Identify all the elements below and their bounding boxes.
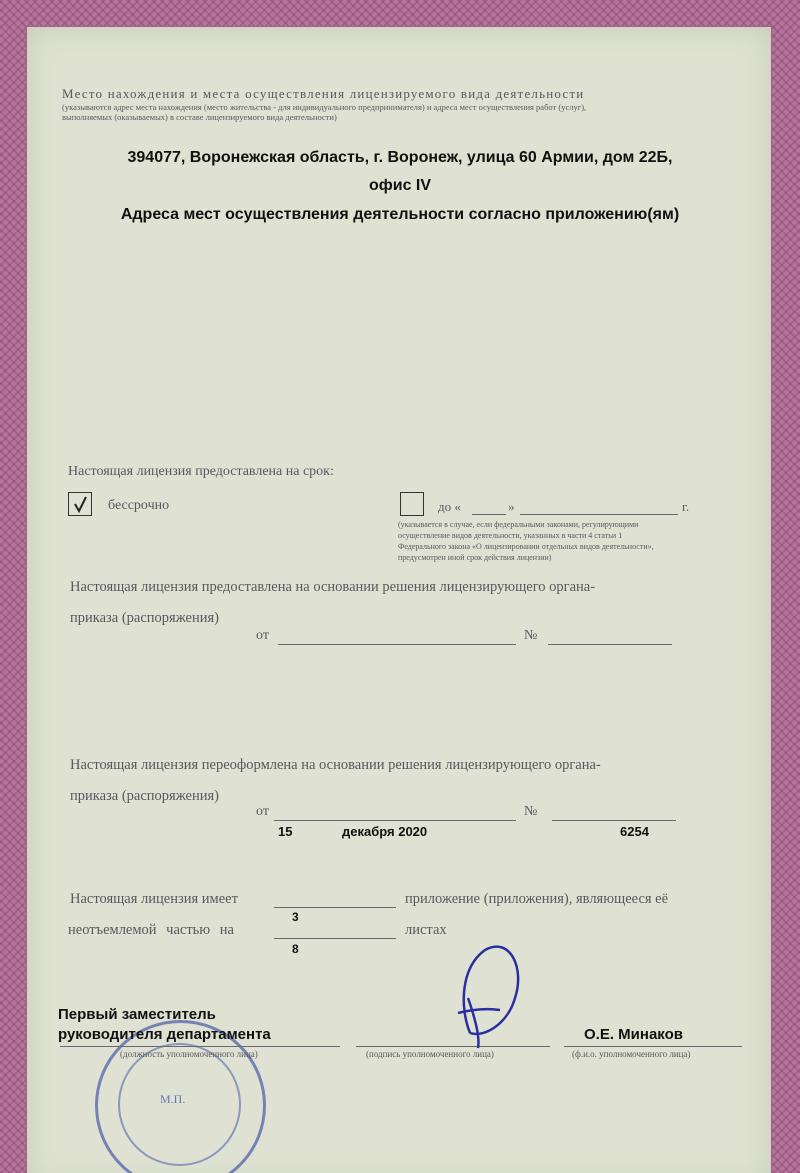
until-note-4: предусмотрен иной срок действия лицензии) bbox=[398, 553, 552, 562]
appendix-line-2a: неотъемлемой частью на bbox=[68, 922, 234, 938]
reissue-month-year: декабря 2020 bbox=[342, 824, 428, 839]
position-field bbox=[60, 1046, 340, 1047]
appendix-line-2b: листах bbox=[405, 922, 447, 938]
unlimited-label: бессрочно bbox=[108, 498, 170, 513]
address-line-1: 394077, Воронежская область, г. Воронеж, улица 60 Армии, дом 22Б, bbox=[127, 149, 673, 166]
section-note: (указываются адрес места нахождения (место жительства - для индивидуального предпринимателя) и адреса мест осуществления работ (услуг), bbox=[62, 102, 587, 112]
unlimited-checkbox[interactable] bbox=[68, 492, 92, 516]
until-day-field[interactable] bbox=[472, 514, 506, 515]
reissue-line-1: Настоящая лицензия переоформлена на основании решения лицензирующего органа- bbox=[70, 757, 601, 773]
appendix-count: 3 bbox=[292, 910, 299, 924]
until-month-field[interactable] bbox=[520, 514, 678, 515]
until-note-3: Федерального закона «О лицензировании отдельных видов деятельности», bbox=[398, 542, 654, 551]
reissue-day: 15 bbox=[278, 824, 293, 839]
basis-line-2: приказа (распоряжения) bbox=[70, 610, 219, 626]
address-line-3: Адреса мест осуществления деятельности согласно приложению(ям) bbox=[120, 206, 680, 223]
basis-from-label: от bbox=[256, 628, 269, 643]
position-line-2: руководителя департамента bbox=[58, 1026, 271, 1043]
appendix-line-1a: Настоящая лицензия имеет bbox=[70, 891, 238, 907]
until-label: до « bbox=[438, 499, 461, 514]
name-field bbox=[564, 1046, 742, 1047]
basis-number-field[interactable] bbox=[548, 644, 672, 645]
until-note-2: осуществление видов деятельности, указанных в части 4 статьи 1 bbox=[398, 531, 623, 540]
reissue-num-label: № bbox=[524, 804, 538, 819]
basis-date-field[interactable] bbox=[278, 644, 516, 645]
official-name: О.Е. Минаков bbox=[584, 1026, 683, 1043]
until-year-suffix: г. bbox=[682, 499, 690, 514]
until-checkbox[interactable] bbox=[400, 492, 424, 516]
section-title: Место нахождения и места осуществления лицензируемого вида деятельности bbox=[62, 86, 585, 101]
address-line-2: офис IV bbox=[368, 177, 432, 194]
position-line-1: Первый заместитель bbox=[58, 1006, 216, 1023]
reissue-number: 6254 bbox=[620, 824, 649, 839]
handwritten-signature bbox=[430, 938, 540, 1050]
stamp-mark: М.П. bbox=[160, 1092, 186, 1106]
appendix-line-1b: приложение (приложения), являющееся её bbox=[405, 891, 669, 907]
appendix-count-field[interactable] bbox=[274, 907, 396, 908]
reissue-from-label: от bbox=[256, 804, 269, 819]
section-note-2: выполняемых (оказываемых) в составе лицензируемого вида деятельности) bbox=[62, 112, 337, 122]
signature-caption: (подпись уполномоченного лица) bbox=[366, 1049, 494, 1059]
until-note-1: (указывается в случае, если федеральными законами, регулирующими bbox=[398, 520, 639, 529]
name-caption: (ф.и.о. уполномоченного лица) bbox=[572, 1049, 691, 1059]
license-paper bbox=[26, 26, 772, 1173]
reissue-number-field[interactable] bbox=[552, 820, 676, 821]
basis-line-1: Настоящая лицензия предоставлена на основании решения лицензирующего органа- bbox=[70, 579, 596, 595]
checkmark-icon bbox=[69, 493, 91, 515]
until-quote: » bbox=[508, 499, 515, 514]
position-caption: (должность уполномоченного лица) bbox=[120, 1049, 258, 1059]
basis-num-label: № bbox=[524, 628, 538, 643]
appendix-sheets-field[interactable] bbox=[274, 938, 396, 939]
reissue-date-field[interactable] bbox=[274, 820, 516, 821]
term-label: Настоящая лицензия предоставлена на срок: bbox=[68, 464, 334, 479]
appendix-sheets: 8 bbox=[292, 942, 299, 956]
reissue-line-2: приказа (распоряжения) bbox=[70, 788, 219, 804]
